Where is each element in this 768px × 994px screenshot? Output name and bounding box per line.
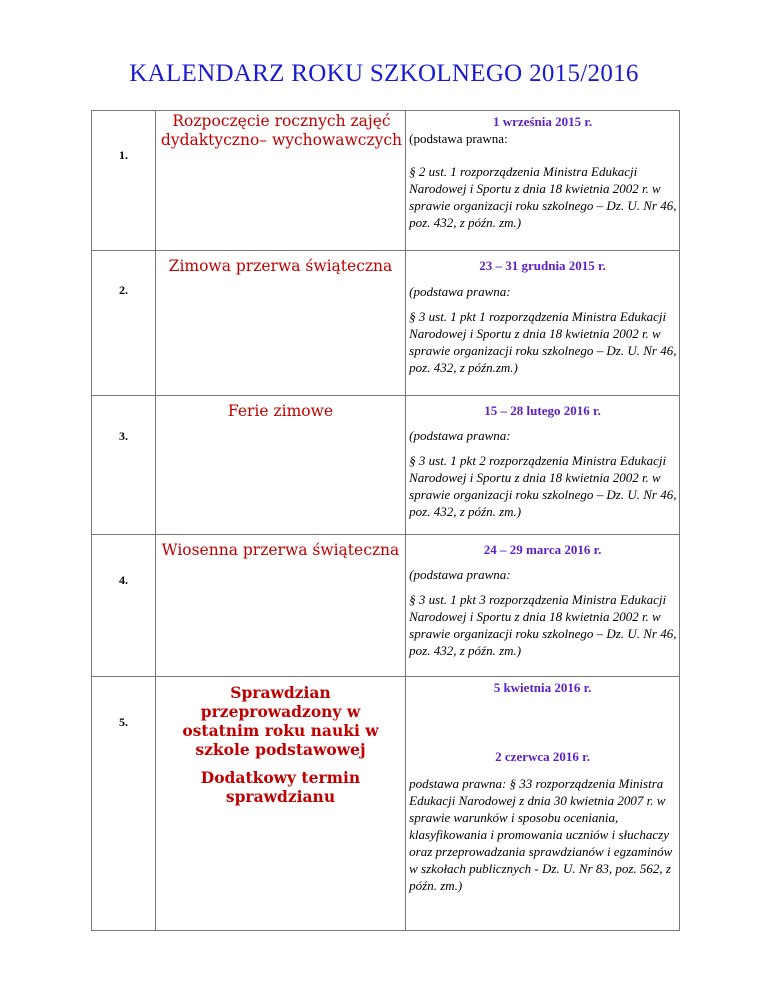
legal-basis: podstawa prawna: § 33 rozporządzenia Ministra Edukacji Narodowej z dnia 30 kwietnia 2007 r. w sprawie warunków i sposobu oceniania, klasyfikowania i promowania uczniów i słuchaczy oraz przeprowadzania sprawdzianów i egzaminów w szkołach publicznych - Dz. U. Nr 83, poz. 562, z późn. zm.) (409, 776, 673, 893)
event-name: Ferie zimowe (227, 402, 334, 420)
table-row (92, 396, 680, 535)
table-row (92, 535, 680, 677)
calendar-table (91, 110, 680, 931)
row-number: 2. (119, 283, 128, 297)
event-date: 5 kwietnia 2016 r. (493, 680, 592, 695)
legal-basis-head: (podstawa prawna: (409, 131, 508, 146)
row-number: 3. (119, 429, 128, 443)
event-date: 1 września 2015 r. (492, 114, 593, 129)
table-row (92, 111, 680, 251)
event-name-additional: Dodatkowy termin sprawdzianu (200, 768, 361, 806)
event-name: Wiosenna przerwa świąteczna (161, 541, 400, 559)
row-number: 4. (119, 573, 128, 587)
row-number: 1. (119, 148, 128, 162)
page-title: KALENDARZ ROKU SZKOLNEGO 2015/2016 (129, 60, 639, 87)
event-date: 24 – 29 marca 2016 r. (483, 542, 602, 557)
legal-basis-head: (podstawa prawna: (409, 567, 511, 582)
event-date-additional: 2 czerwca 2016 r. (495, 749, 590, 764)
event-date: 23 – 31 grudnia 2015 r. (479, 258, 606, 273)
legal-basis: § 3 ust. 1 pkt 1 rozporządzenia Ministra Edukacji Narodowej i Sportu z dnia 18 kwietnia 2002 r. w sprawie organizacji roku szkolnego – Dz. U. Nr 46, poz. 432, z późn.zm.) (409, 309, 677, 375)
legal-basis: § 3 ust. 1 pkt 2 rozporządzenia Ministra Edukacji Narodowej i Sportu z dnia 18 kwietnia 2002 r. w sprawie organizacji roku szkolnego – Dz. U. Nr 46, poz. 432, z późn. zm.) (409, 453, 677, 519)
event-date: 15 – 28 lutego 2016 r. (484, 403, 601, 418)
table-row (92, 677, 680, 931)
legal-basis: § 3 ust. 1 pkt 3 rozporządzenia Ministra Edukacji Narodowej i Sportu z dnia 18 kwietnia 2002 r. w sprawie organizacji roku szkolnego – Dz. U. Nr 46, poz. 432, z późn. zm.) (409, 592, 677, 658)
legal-basis-head: (podstawa prawna: (409, 284, 511, 299)
event-name: Zimowa przerwa świąteczna (168, 257, 393, 275)
event-name: Sprawdzian przeprowadzony w ostatnim roku nauki w szkole podstawowej (182, 683, 379, 759)
row-number: 5. (119, 715, 128, 729)
table-row (92, 251, 680, 396)
legal-basis: § 2 ust. 1 rozporządzenia Ministra Edukacji Narodowej i Sportu z dnia 18 kwietnia 2002 r. w sprawie organizacji roku szkolnego – Dz. U. Nr 46, poz. 432, z późn. zm.) (409, 164, 677, 230)
event-name: Rozpoczęcie rocznych zajęć dydaktyczno– wychowawczych (160, 112, 403, 149)
legal-basis-head: (podstawa prawna: (409, 428, 511, 443)
